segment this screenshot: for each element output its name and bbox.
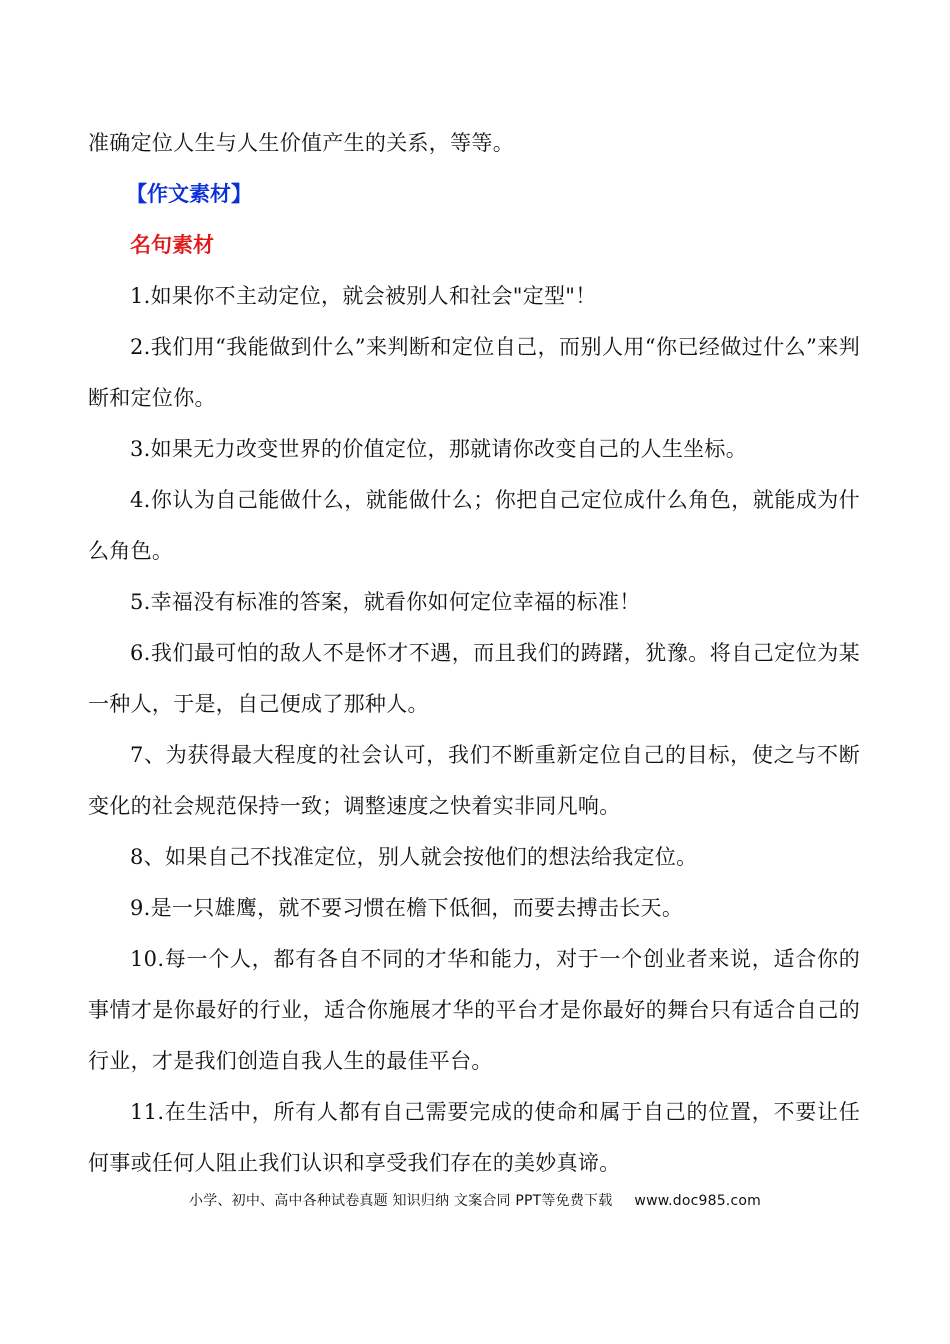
quote-paragraph: 6.我们最可怕的敌人不是怀才不遇，而且我们的踌躇，犹豫。将自己定位为某一种人，于是，自己便成了那种人。 (88, 641, 860, 716)
quote-paragraph: 11.在生活中，所有人都有自己需要完成的使命和属于自己的位置，不要让任何事或任何人阻止我们认识和享受我们存在的美妙真谛。 (88, 1100, 860, 1175)
quote-paragraph: 8、如果自己不找准定位，别人就会按他们的想法给我定位。 (130, 845, 698, 869)
continuation-paragraph: 准确定位人生与人生价值产生的关系，等等。 (88, 131, 514, 155)
quote-paragraph: 4.你认为自己能做什么，就能做什么；你把自己定位成什么角色，就能成为什么角色。 (88, 488, 860, 563)
page-footer (0, 1190, 950, 1210)
quote-paragraph: 9.是一只雄鹰，就不要习惯在檐下低徊，而要去搏击长天。 (130, 896, 684, 920)
quote-paragraph: 7、为获得最大程度的社会认可，我们不断重新定位自己的目标，使之与不断变化的社会规范保持一致；调整速度之快着实非同凡响。 (88, 743, 860, 818)
quote-paragraph: 2.我们用“我能做到什么”来判断和定位自己，而别人用“你已经做过什么”来判断和定位你。 (88, 335, 860, 410)
subsection-heading: 名句素材 (130, 233, 214, 257)
quote-paragraph: 10.每一个人，都有各自不同的才华和能力，对于一个创业者来说，适合你的事情才是你最好的行业，适合你施展才华的平台才是你最好的舞台只有适合自己的行业，才是我们创造自我人生的最佳平台。 (88, 947, 860, 1073)
quote-paragraph: 3.如果无力改变世界的价值定位，那就请你改变自己的人生坐标。 (130, 437, 748, 461)
quote-paragraph: 1.如果你不主动定位，就会被别人和社会"定型"！ (130, 284, 597, 308)
document-body (88, 118, 860, 1189)
footer-text: 小学、初中、高中各种试卷真题 知识归纳 文案合同 PPT等免费下载 (189, 1193, 613, 1209)
section-heading: 【作文素材】 (126, 182, 252, 206)
footer-link[interactable]: www.doc985.com (634, 1193, 761, 1209)
quote-paragraph: 5.幸福没有标准的答案，就看你如何定位幸福的标准！ (130, 590, 641, 614)
